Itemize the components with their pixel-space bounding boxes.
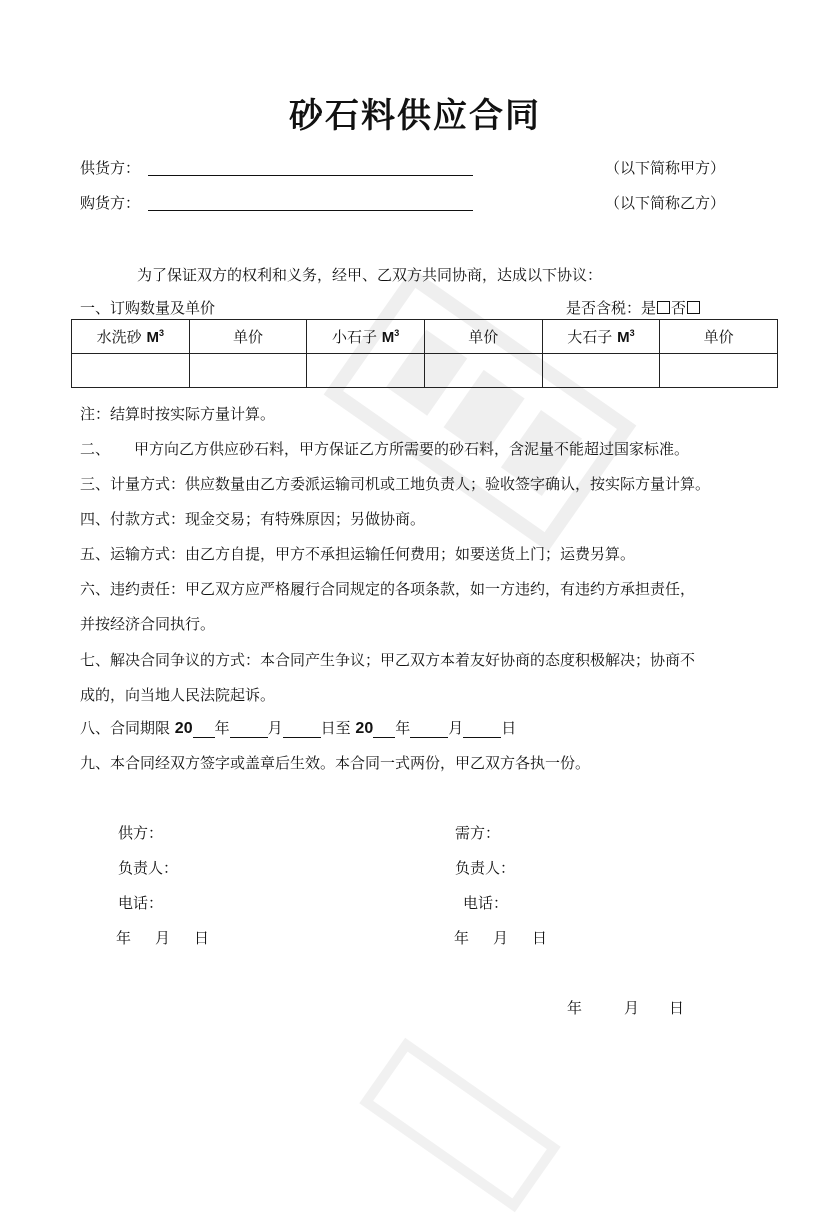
- table-header-cell: 单价: [424, 320, 542, 354]
- tax-option: [566, 297, 701, 318]
- clause-3: 三、计量方式：供应数量由乙方委派运输司机或工地负责人；验收签字确认，按实际方量计算。: [80, 475, 711, 493]
- start-day-blank[interactable]: [283, 737, 321, 738]
- watermark-logo: [352, 1031, 567, 1219]
- clause-2: 二、 甲方向乙方供应砂石料，甲方保证乙方所需要的砂石料，含泥量不能超过国家标准。: [80, 440, 690, 458]
- tax-no-label: 否: [671, 299, 687, 317]
- table-header-cell: 水洗砂 $M^3$: [72, 320, 190, 354]
- sign-supplier-date: 年 月 日: [116, 929, 210, 947]
- supplier-note: （以下简称甲方）: [605, 159, 726, 177]
- table-cell[interactable]: [72, 354, 190, 388]
- table-header-cell: 单价: [189, 320, 307, 354]
- table-row: [72, 354, 778, 388]
- clause-7-line1: 七、解决合同争议的方式：本合同产生争议；甲乙双方本着友好协商的态度积极解决；协商不: [80, 651, 696, 669]
- buyer-label: 购货方：: [80, 194, 141, 212]
- sign-buyer-label: 需方：: [455, 824, 501, 842]
- supplier-label: 供货方：: [80, 159, 141, 177]
- table-cell[interactable]: [307, 354, 425, 388]
- clause-9: 九、本合同经双方签字或盖章后生效。本合同一式两份，甲乙双方各执一份。: [80, 754, 591, 772]
- buyer-note: （以下简称乙方）: [605, 194, 726, 212]
- sign-supplier-label: 供方：: [118, 824, 164, 842]
- end-year-blank[interactable]: [373, 737, 395, 738]
- tax-label: 是否含税：是: [566, 299, 657, 317]
- tax-yes-checkbox[interactable]: [657, 301, 670, 314]
- table-header-cell: 单价: [660, 320, 778, 354]
- start-month-blank[interactable]: [230, 737, 268, 738]
- table-cell[interactable]: [189, 354, 307, 388]
- table-cell[interactable]: [660, 354, 778, 388]
- clause-6-line2: 并按经济合同执行。: [80, 615, 216, 633]
- intro-text: 为了保证双方的权利和义务，经甲、乙双方共同协商，达成以下协议：: [137, 266, 603, 284]
- clause-4: 四、付款方式：现金交易；有特殊原因；另做协商。: [80, 510, 426, 528]
- table-cell[interactable]: [424, 354, 542, 388]
- sign-supplier-phone: 电话：: [118, 894, 164, 912]
- end-day-blank[interactable]: [463, 737, 501, 738]
- tax-no-checkbox[interactable]: [687, 301, 700, 314]
- table-header-cell: 大石子 $M^3$: [542, 320, 660, 354]
- sign-buyer-person: 负责人：: [455, 859, 516, 877]
- clause-7-line2: 成的，向当地人民法院起诉。: [80, 686, 276, 704]
- clause-8: 八、合同期限 20 年 月 日至 20 年 月 日: [80, 719, 517, 737]
- clause-5: 五、运输方式：由乙方自提，甲方不承担运输任何费用；如要送货上门；运费另算。: [80, 545, 636, 563]
- buyer-name-line[interactable]: [148, 209, 473, 211]
- sign-buyer-phone: 电话：: [463, 894, 509, 912]
- table-header-row: [72, 320, 778, 354]
- end-month-blank[interactable]: [410, 737, 448, 738]
- section1-heading: 一、订购数量及单价: [80, 299, 216, 317]
- contract-date: 年 月 日: [567, 999, 685, 1017]
- table-cell[interactable]: [542, 354, 660, 388]
- page-title: 砂石料供应合同: [289, 96, 541, 136]
- price-table: [71, 319, 778, 388]
- settlement-note: 注：结算时按实际方量计算。: [80, 405, 276, 423]
- supplier-name-line[interactable]: [148, 174, 473, 176]
- table-header-cell: 小石子 $M^3$: [307, 320, 425, 354]
- clause-6-line1: 六、违约责任：甲乙双方应严格履行合同规定的各项条款，如一方违约，有违约方承担责任，: [80, 580, 696, 598]
- start-year-blank[interactable]: [193, 737, 215, 738]
- sign-supplier-person: 负责人：: [118, 859, 179, 877]
- sign-buyer-date: 年 月 日: [454, 929, 548, 947]
